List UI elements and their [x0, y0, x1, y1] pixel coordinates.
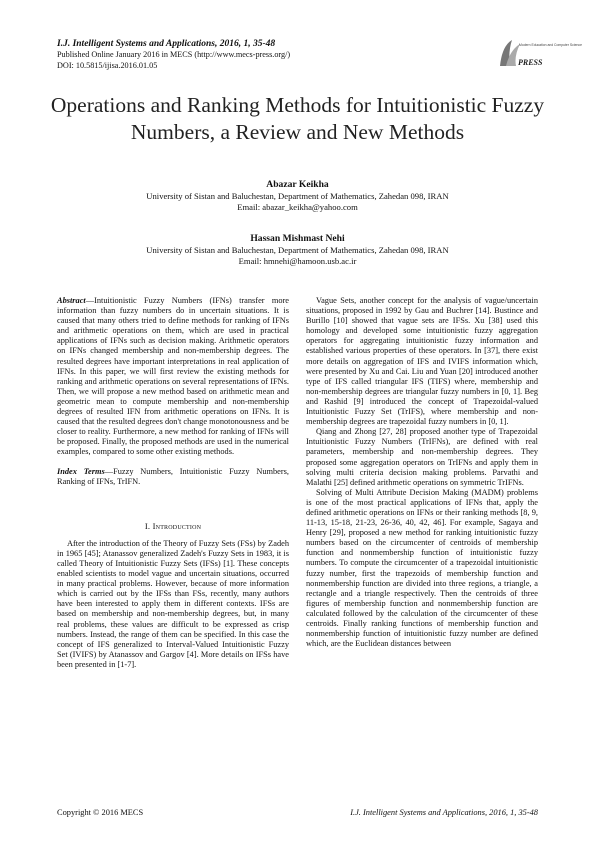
- abstract-label: Abstract: [57, 296, 86, 305]
- body-paragraph: Vague Sets, another concept for the analysis of vague/uncertain situations, proposed in 1992 by Gau and Buchrer [14]. Bustince and Burillo [10] showed that vague sets are IFSs. Xu [38] used this homology and developed some intuitionistic fuzzy aggregation operators for aggregating intuitionistic fuzzy information and established various properties of these operators. In [37], there exist more details on aggregation of IFS and IVIFS information which, were presented by Xu and Cai. Liu and Yuan [20] introduced another type of IFS called triangular IFS (TIFS) where, membership and non-membership degrees are triangular fuzzy numbers in [0, 1]. Beg and Rashid [9] introduced the concept of Trapezoidal-valued Intuitionistic Fuzzy Set (TrIFS), where membership and non-membership degrees are trapezoidal fuzzy numbers in [0, 1].: [306, 296, 538, 427]
- doi: DOI: 10.5815/ijisa.2016.01.05: [57, 60, 158, 70]
- left-column: [57, 296, 289, 670]
- intro-paragraph: After the introduction of the Theory of Fuzzy Sets (FSs) by Zadeh in 1965 [45]; Atanassov generalized Zadeh's Fuzzy Sets in 1983, it is called Theory of Intuitionistic Fuzzy Sets (IFSs) [1]. These concepts enabled scientists to model vague and uncertain situations, occurred in many practical problems. However, because of more information which is carried out by the IFSs than FSs, recently, many authors have been interested to apply them in different contexts. IFSs are based on membership and non-membership degrees, but, in many real problems, these values are difficult to be expressed as crisp numbers. Instead, the range of them can be specified. In this case the concept of IFS generalized to Interval-Valued Intuitionistic Fuzzy Set (IVIFS) by Atanassov and Gargov [4]. More details on IFSs have been presented in [1-7].: [57, 538, 289, 669]
- author-name: Abazar Keikha: [266, 179, 329, 190]
- abstract: [57, 296, 289, 458]
- footer-copyright: Copyright © 2016 MECS: [57, 808, 144, 817]
- author-block-2: [40, 233, 555, 266]
- index-terms: [57, 467, 289, 487]
- section-title: Introduction: [152, 520, 202, 531]
- journal-header: [57, 38, 477, 71]
- section-heading: [57, 521, 289, 531]
- author-affiliation: University of Sistan and Baluchestan, Department of Mathematics, Zahedan 098, IRAN: [146, 245, 449, 255]
- author-email: Email: abazar_keikha@yahoo.com: [237, 201, 358, 212]
- author-block-1: [40, 179, 555, 212]
- section-numeral: I.: [144, 520, 151, 531]
- logo-press-text: PRESS: [518, 58, 543, 67]
- index-terms-label: Index Terms: [57, 466, 105, 476]
- published-online: Published Online January 2016 in MECS (http://www.mecs-press.org/): [57, 50, 291, 59]
- index-terms-text: —Fuzzy Numbers, Intuitionistic Fuzzy Numbers, Ranking of IFNs, TrIFN.: [57, 466, 289, 486]
- mecs-press-logo: [496, 36, 582, 72]
- paper-title: Operations and Ranking Methods for Intuitionistic Fuzzy Numbers, a Review and New Methods: [50, 93, 545, 144]
- abstract-text: —Intuitionistic Fuzzy Numbers (IFNs) transfer more information than fuzzy numbers do in uncertain situations. It is caused that many others tried to define methods for ranking of IFNs and arithmetic operations on them, which are used in practical applications of IFNs such as decision making. Arithmetic operators on IFNs changed membership and non-membership degrees. The resulted degrees have important interpretations in real application of IFNs. In this paper, we will first review the existing methods for ranking and arithmetic operations on several representations of IFNs. Then, we will propose a new method based on arithmetic mean and geometric mean to compute membership and non-membership degrees of resulted IFN from arithmetic operations on IFNs. It is caused that the resulted degrees don't change monotonousness and be closer to reality. Furthermore, a new method for ranking of IFNs will be proposed. Finally, the proposed methods are used in the numerical examples, compared to some other existing methods.: [57, 296, 289, 457]
- logo-small-text: Modern Education and Computer Science: [519, 43, 582, 47]
- author-name: Hassan Mishmast Nehi: [250, 233, 345, 244]
- author-affiliation: University of Sistan and Baluchestan, Department of Mathematics, Zahedan 098, IRAN: [146, 191, 449, 201]
- body-paragraph: Solving of Multi Attribute Decision Making (MADM) problems is one of the most practical applications of IFNs that, apply the defined arithmetic operations on IFNs or their ranking methods [8, 9, 11-13, 15-18, 21-23, 26-36, 40, 42, 46]. For example, Sagaya and Henry [29], proposed a new method for ranking intuitionistic fuzzy numbers based on the circumcenter of centroids of membership function and nonmembership function of intuitionistic fuzzy numbers. To compute the circumcenter of a trapezoidal intuitionistic fuzzy number, first the trapezoids of membership function and nonmembership function are divided into three regions, a triangle, a rectangle and a triangle respectively. Then the centroids of three figures of membership function and nonmembership function are calculated followed by the calculation of the circumcenter of these centroids. Finally ranking functions of membership function and nonmembership function of intuitionistic fuzzy number are defined which, are the Euclidean distances between: [306, 487, 538, 649]
- body-paragraph: Qiang and Zhong [27, 28] proposed another type of Trapezoidal Intuitionistic Fuzzy Numbers (TrIFNs), are defined with real parameters, membership and non-membership degrees. They proposed some aggregation operators on TrIFNs and apply them in solving multi criteria decision making problems. Parvathi and Malathi [25] defined arithmetic operations on symmetric TrIFNs.: [306, 427, 538, 487]
- right-column: [306, 296, 538, 649]
- footer-journal: I.J. Intelligent Systems and Applications, 2016, 1, 35-48: [350, 808, 538, 817]
- author-email: Email: hmnehi@hamoon.usb.ac.ir: [238, 255, 357, 266]
- journal-citation: I.J. Intelligent Systems and Applications, 2016, 1, 35-48: [57, 39, 276, 49]
